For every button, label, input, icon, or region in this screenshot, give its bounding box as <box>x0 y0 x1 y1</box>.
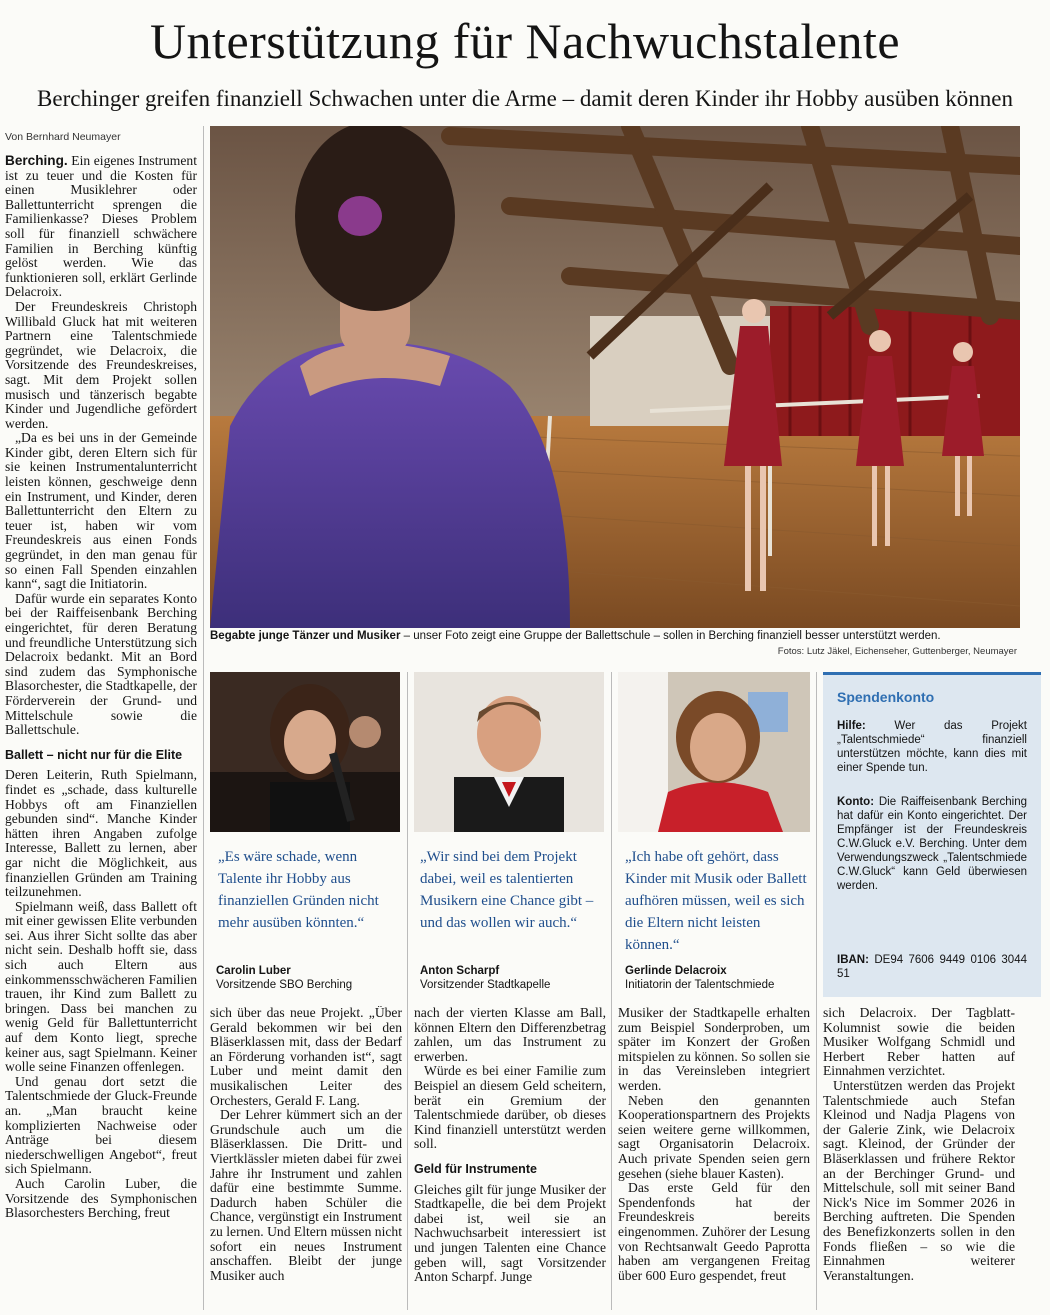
quote-name-luber: Carolin Luber <box>216 965 291 977</box>
paragraph: Spielmann weiß, dass Ballett oft mit einer gewissen Elite verbunden sei. Aus ihrer Sicht sollte das aber nicht sein. Deshalb hofft sie, dass sich auch Eltern aus einkommensschwächeren Familien trauen, ihr Kind zum Ballett zu bringen. Dass bei manchen zu wenig Geld für Ballettunterricht auf dem Konto liegt, spreche keiner aus, sagt Spielmann. Keiner wolle seine Finanzen offenlegen. <box>5 898 197 1075</box>
paragraph: Auch Carolin Luber, die Vorsitzende des Symphonischen Blasorchesters Berching, freut <box>5 1175 197 1221</box>
quote-delacroix: „Ich habe oft gehört, dass Kinder mit Musik oder Ballett aufhören müssen, weil es sich die Eltern nicht leisten können.“ <box>625 849 807 953</box>
paragraph: Berching. Ein eigenes Instrument ist zu teuer und die Kosten für einen Musiklehrer oder Ballettunterricht sprengen die Familienkasse? Dieses Problem soll für finanziell schwächere Familien in Berching künftig gelöst werden. Wie das funktionieren soll, erklärt Gerlinde Delacroix. <box>5 154 197 300</box>
paragraph: sich Delacroix. Der Tagblatt-Kolumnist sowie die beiden Musiker Wolfgang Schmidl und Herbert Reber hatten auf Einnahmen verzichtet. <box>823 1006 1015 1079</box>
quote-name-scharpf: Anton Scharpf <box>420 965 500 977</box>
paragraph: Der Lehrer kümmert sich an der Grundschule auch um die Bläserklassen. Die Dritt- und Viertklässler mieten dabei für zwei Jahre ihr Instrument und zahlen dafür eine bestimmte Summe. Dadurch haben Schüler die Chance, vergünstigt ein Instrument zu lernen. Und Eltern müssen nicht sofort ein neues Instrument anschaffen. Bleibt der junge Musiker auch <box>210 1107 402 1283</box>
article-column-4 <box>618 1006 810 1310</box>
column-divider <box>611 672 612 1310</box>
photo-caption: Begabte junge Tänzer und Musiker – unser Foto zeigt eine Gruppe der Ballettschule – sollen in Berching finanziell besser unterstützt werden. <box>210 630 941 642</box>
headline: Unterstützung für Nachwuchstalente <box>149 13 901 69</box>
paragraph: Musiker der Stadtkapelle erhalten zum Beispiel Sonderproben, um später im Konzert der Großen mitspielen zu können. So sollen sie in das Vereinsleben integriert werden. <box>618 1006 810 1093</box>
article-column-5 <box>823 1006 1015 1310</box>
quote-role-luber: Vorsitzende SBO Berching <box>216 979 353 991</box>
photo-credit: Fotos: Lutz Jäkel, Eichenseher, Guttenberger, Neumayer <box>777 646 1017 657</box>
paragraph: Deren Leiterin, Ruth Spielmann, findet es „schade, dass kulturelle Hobbys oft am Finanziellen gebunden sind“. Manche Kinder hätten ihren Angaben zufolge Interesse, Ballett zu lernen, aber gar nicht die Möglichkeit, aus finanziellen Gründen am Training teilzunehmen. <box>5 767 197 900</box>
man-portrait-photo <box>414 672 604 832</box>
quote-role-scharpf: Vorsitzender Stadtkapelle <box>420 979 551 991</box>
box-hilfe: Hilfe: Wer das Projekt „Talentschmiede“ finanziell unterstützen möchte, kann dies mit einer Spende tun. <box>837 720 1027 774</box>
paragraph: „Da es bei uns in der Gemeinde Kinder gibt, deren Eltern sich für sie keinen Instrumentalunterricht leisten können, geschweige denn ein Instrument, und Kinder, deren Ballettunterricht den Eltern zu teuer ist, haben wir vom Freundeskreis aus einen Fonds gegründet, in den man genau für so einen Fall Spenden einzahlen kann“, sagt die Initiatorin. <box>5 430 197 592</box>
quote-name-delacroix: Gerlinde Delacroix <box>625 965 727 977</box>
paragraph: Und genau dort setzt die Talentschmiede der Gluck-Freunde an. „Man braucht keine komplizierten Nachweise oder Anträge bei diesem niederschwelligen Angebot“, freut sich Spielmann. <box>5 1073 197 1177</box>
paragraph: Das erste Geld für den Spendenfonds hat der Freundeskreis bereits eingenommen. Zuhörer der Lesung von Rechtsanwalt Geedo Paprotta haben am vergangenen Freitag über 600 Euro gespendet, freut <box>618 1180 810 1283</box>
column-divider <box>407 672 408 1310</box>
subheading: Geld für Instrumente <box>414 1161 537 1176</box>
paragraph: Der Freundeskreis Christoph Willibald Gluck hat mit weiteren Partnern eine Talentschmiede gegründet, wie Delacroix, die Vorsitzende des Freundeskreises, sagt. Mit dem Projekt sollen musisch und tänzerisch begabte Kinder und Jugendliche gefördert werden. <box>5 298 197 431</box>
hero-photo <box>210 126 1020 628</box>
paragraph: sich über das neue Projekt. „Über Gerald bekommen wir bei den Bläserklassen mit, dass der Bedarf an Förderung vorhanden ist“, sagt Luber und meint damit den musikalischen Leiter des Orchesters, Gerald F. Lang. <box>210 1006 402 1108</box>
paragraph: nach der vierten Klasse am Ball, können Eltern den Differenzbetrag zahlen, um das Instrument zu erwerben. <box>414 1006 606 1064</box>
paragraph: Würde es bei einer Familie zum Beispiel an diesem Geld scheitern, berät ein Gremium der Talentschmiede darüber, ob dieses Kind finanziell unterstützt werden soll. <box>414 1063 606 1152</box>
byline: Von Bernhard Neumayer <box>5 131 121 143</box>
quote-role-delacroix: Initiatorin der Talentschmiede <box>625 979 775 991</box>
clarinet-player-photo <box>210 672 400 832</box>
dateline: Berching. <box>5 154 68 168</box>
paragraph: Gleiches gilt für junge Musiker der Stadtkapelle, die bei dem Projekt dabei ist, weil sie an Nachwuchsarbeit interessiert ist und jungen Talenten eine Chance geben will, sagt Vorsitzender Anton Scharpf. Junge <box>414 1181 606 1285</box>
article-column-3 <box>414 1006 606 1310</box>
quote-scharpf: „Wir sind bei dem Projekt dabei, weil es talentierten Musikern eine Chance gibt – und das wollen wir auch.“ <box>420 849 594 931</box>
spendenkonto-box <box>823 672 1041 997</box>
subline: Berchinger greifen finanziell Schwachen unter die Arme – damit deren Kinder ihr Hobby ausüben können <box>37 86 1013 111</box>
article-column-1 <box>5 154 197 1310</box>
paragraph: Dafür wurde ein separates Konto bei der Raiffeisenbank Berching eingerichtet, für deren Beratung und freundliche Unterstützung sich Delacroix bedankt. Mit an Bord sind zudem das Symphonische Blasorchester, die Stadtkapelle, der Förderverein der Grund- und Mittelschule sowie die Ballettschule. <box>5 590 197 738</box>
column-divider <box>203 126 204 1310</box>
ballet-photo-illustration <box>210 126 1020 628</box>
box-konto: Konto: Die Raiffeisenbank Berching hat dafür ein Konto eingerichtet. Der Empfänger ist der Freundeskreis C.W.Gluck e.V. Berching. Unter dem Verwendungszweck „Talentschmiede C.W.Gluck“ kann Geld überwiesen werden. <box>837 796 1027 892</box>
paragraph: Neben den genannten Kooperationspartnern des Projekts seien weitere gerne willkommen, sagt Organisatorin Delacroix. Auch private Spenden seien gern gesehen (siehe blauer Kasten). <box>618 1092 810 1181</box>
box-iban: IBAN: DE94 7606 9449 0106 3044 51 <box>837 954 1027 980</box>
box-title: Spendenkonto <box>837 689 935 705</box>
portrait-carolin-luber <box>210 672 400 832</box>
portrait-gerlinde-delacroix <box>618 672 810 832</box>
quote-luber: „Es wäre schade, wenn Talente ihr Hobby aus finanziellen Gründen nicht mehr ausüben könnten.“ <box>218 849 379 931</box>
subheading: Ballett – nicht nur für die Elite <box>5 747 183 762</box>
article-column-2 <box>210 1006 402 1310</box>
woman-portrait-photo <box>618 672 810 832</box>
paragraph: Unterstützen werden das Projekt Talentschmiede auch Stefan Kleinod und Nadja Plagens von der Galerie Zink, wie Delacroix sagt. Kleinod, der Gründer der Bläserklassen und frühere Rektor an der Berchinger Grund- und Mittelschule, soll mit seiner Band Nick's Nice im Sommer 2026 in Berching auftreten. Die Spenden des Benefizkonzerts sollen in den Fonds fließen – so wie die Einnahmen weiterer Veranstaltungen. <box>823 1077 1015 1283</box>
column-divider <box>816 672 817 1310</box>
portrait-anton-scharpf <box>414 672 604 832</box>
